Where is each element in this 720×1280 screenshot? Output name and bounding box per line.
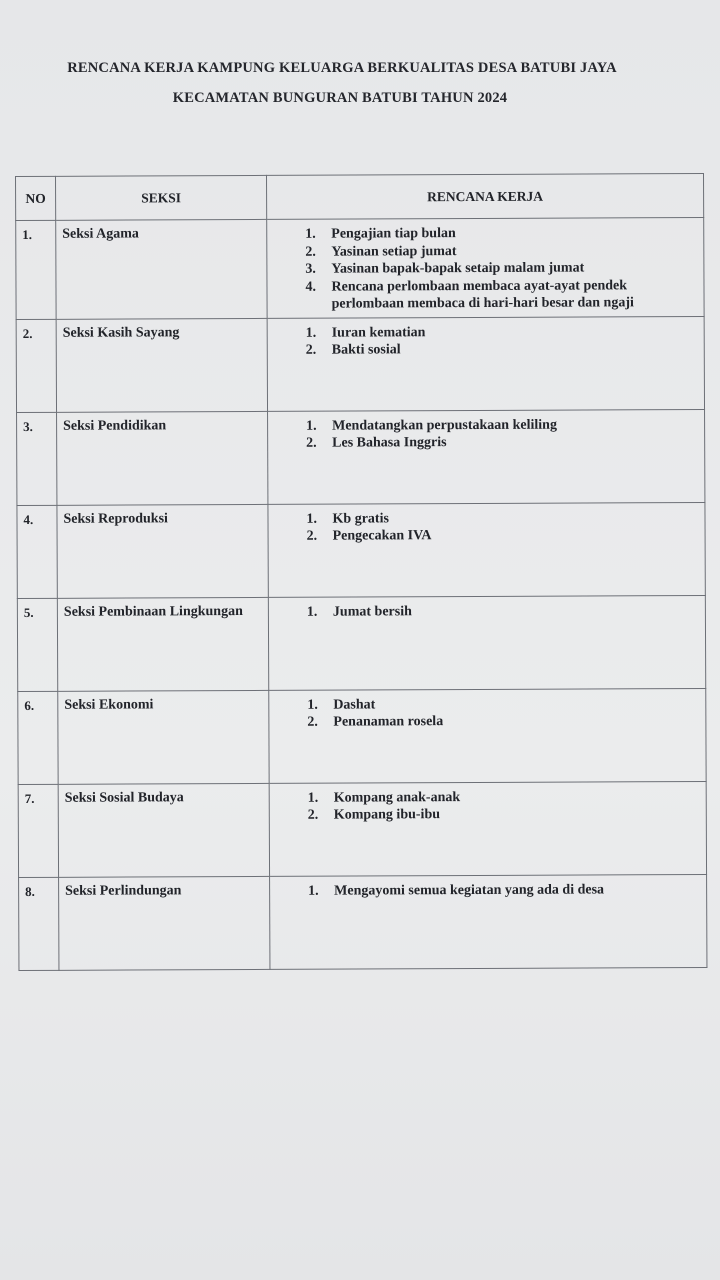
row-number: 4.	[17, 505, 57, 598]
row-rencana-kerja	[270, 874, 707, 969]
plan-item-text: Rencana perlombaan membaca ayat-ayat pendek perlombaan membaca di hari-hari besar dan ngaji	[331, 277, 634, 312]
plan-item-number: 1.	[306, 511, 318, 527]
work-plan-table	[15, 173, 707, 970]
table-row	[17, 409, 705, 505]
row-number: 2.	[16, 319, 56, 412]
plan-item-number: 1.	[305, 325, 317, 341]
plan-item-text: Mengayomi semua kegiatan yang ada di desa	[334, 881, 605, 899]
row-rencana-kerja	[268, 502, 705, 597]
plan-item	[276, 788, 700, 807]
row-rencana-kerja	[268, 595, 705, 690]
row-seksi: Seksi Perlindungan	[59, 876, 270, 970]
row-seksi: Seksi Sosial Budaya	[58, 783, 269, 877]
table-row	[17, 595, 705, 691]
plan-item-number: 2.	[305, 342, 317, 358]
row-rencana-kerja	[267, 316, 704, 411]
plan-item	[276, 881, 700, 900]
row-number: 6.	[18, 691, 58, 784]
plan-item	[274, 340, 698, 359]
plan-item	[274, 323, 698, 342]
plan-item-number: 2.	[307, 807, 319, 823]
plan-item-text: Yasinan setiap jumat	[331, 243, 457, 260]
row-seksi: Seksi Agama	[56, 219, 267, 318]
row-seksi: Seksi Ekonomi	[58, 690, 269, 784]
document-title: RENCANA KERJA KAMPUNG KELUARGA BERKUALITAS DESA BATUBI JAYA	[67, 60, 617, 76]
row-rencana-kerja	[269, 781, 706, 876]
plan-item-list	[274, 416, 698, 453]
plan-item-number: 1.	[308, 883, 319, 899]
row-number: 3.	[17, 412, 57, 505]
plan-item-number: 2.	[306, 528, 318, 544]
plan-item-list	[274, 323, 698, 360]
plan-item-list	[276, 881, 700, 900]
plan-item	[273, 259, 697, 278]
table-header-row	[16, 173, 704, 220]
plan-item-number: 1.	[307, 697, 318, 713]
plan-item	[276, 805, 700, 824]
plan-item-text: Kompang ibu-ibu	[333, 807, 441, 823]
plan-item-number: 3.	[305, 261, 316, 277]
plan-item-text: Pengecakan IVA	[332, 528, 432, 544]
document-subtitle: KECAMATAN BUNGURAN BATUBI TAHUN 2024	[172, 90, 508, 106]
plan-item-text: Mendatangkan perpustakaan keliling	[332, 417, 557, 434]
row-seksi: Seksi Kasih Sayang	[56, 318, 267, 412]
plan-item-list	[276, 788, 700, 825]
plan-item-text: Iuran kematian	[331, 324, 426, 341]
plan-item	[273, 277, 697, 314]
plan-item	[274, 416, 698, 435]
plan-item-number: 1.	[306, 604, 318, 620]
row-seksi: Seksi Reproduksi	[57, 504, 268, 598]
table-row	[17, 502, 705, 598]
plan-item-text: Bakti sosial	[331, 342, 401, 358]
plan-item	[274, 433, 698, 452]
row-rencana-kerja	[269, 688, 706, 783]
plan-item-number: 1.	[306, 418, 317, 434]
plan-item	[275, 526, 699, 545]
plan-item-text: Penanaman rosela	[333, 714, 444, 730]
plan-item-text: Les Bahasa Inggris	[332, 435, 447, 451]
row-rencana-kerja	[268, 409, 705, 504]
plan-item-text: Yasinan bapak-bapak setaip malam jumat	[331, 260, 585, 277]
plan-item	[275, 712, 699, 731]
plan-item-text: Kb gratis	[332, 510, 389, 527]
table-row	[16, 217, 704, 319]
plan-item-text: Jumat bersih	[332, 603, 412, 620]
plan-item	[273, 242, 697, 261]
column-header-no: NO	[16, 176, 56, 220]
plan-item-number: 2.	[306, 435, 317, 451]
table-row	[16, 316, 704, 412]
table-row	[18, 688, 706, 784]
column-header-seksi: SEKSI	[56, 175, 267, 220]
plan-item-text: Pengajian tiap bulan	[331, 226, 456, 242]
table-row	[18, 781, 706, 877]
plan-item-text: Kompang anak-anak	[333, 789, 461, 806]
row-number: 7.	[18, 784, 58, 877]
plan-item-list	[274, 509, 698, 546]
row-number: 1.	[16, 220, 56, 319]
row-seksi: Seksi Pembinaan Lingkungan	[57, 597, 268, 691]
plan-item-number: 4.	[305, 279, 317, 295]
plan-item-number: 2.	[305, 244, 316, 260]
column-header-rencana-kerja: RENCANA KERJA	[266, 173, 703, 219]
row-number: 8.	[19, 877, 59, 970]
plan-item-list	[275, 695, 699, 732]
plan-item-text: Dashat	[333, 696, 376, 713]
plan-item	[275, 602, 699, 621]
plan-item-number: 1.	[307, 790, 319, 806]
plan-item-list	[275, 602, 699, 621]
plan-item	[274, 509, 698, 528]
plan-item-number: 1.	[305, 226, 316, 242]
plan-item-list	[273, 224, 697, 313]
plan-item-number: 2.	[307, 714, 318, 730]
plan-item	[275, 695, 699, 714]
table-row	[19, 874, 707, 970]
plan-item	[273, 224, 697, 243]
row-rencana-kerja	[267, 217, 704, 317]
row-number: 5.	[17, 598, 57, 691]
row-seksi: Seksi Pendidikan	[57, 411, 268, 505]
